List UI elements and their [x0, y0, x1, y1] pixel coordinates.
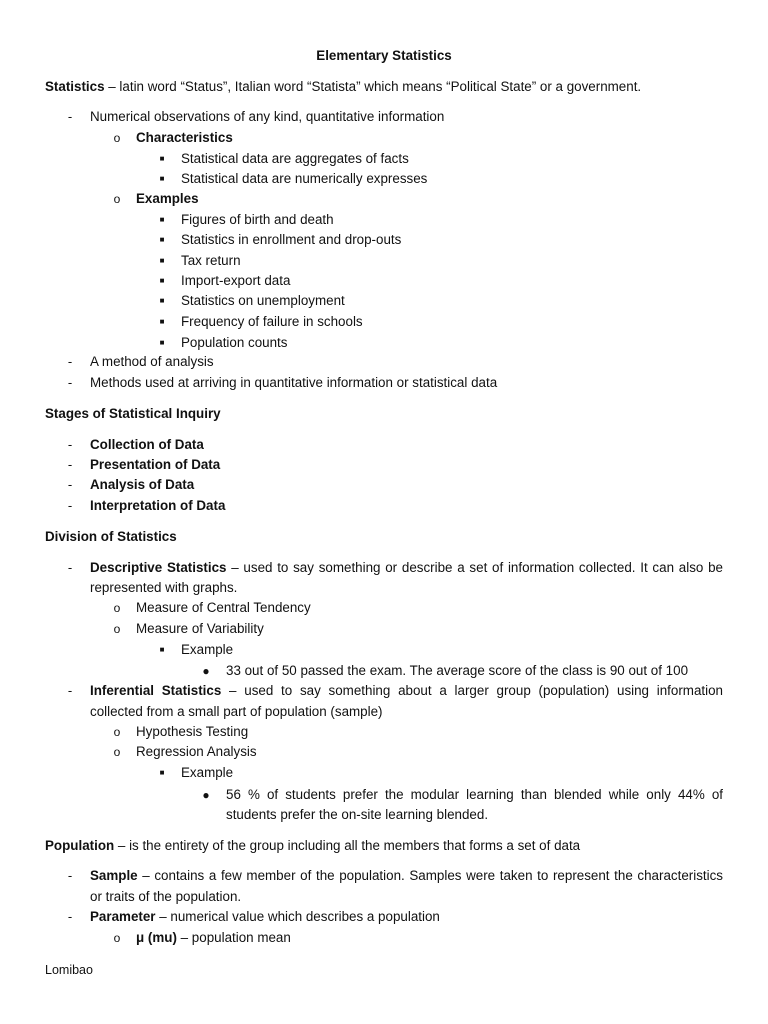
mu-text: – population mean — [176, 930, 291, 945]
circle-bullet: o — [113, 622, 121, 636]
square-bullet: ■ — [159, 296, 165, 305]
example-item: Tax return — [181, 253, 241, 268]
descriptive-text: – used to say something or describe a set of information collected. It can also be — [226, 560, 723, 575]
stages-heading: Stages of Statistical Inquiry — [45, 406, 221, 421]
dash-bullet: - — [67, 498, 73, 513]
stage-item: Interpretation of Data — [90, 498, 226, 513]
mu-term: μ (mu) — [136, 930, 177, 945]
dash-bullet: - — [67, 354, 73, 369]
population-term: Population — [45, 838, 115, 853]
circle-bullet: o — [113, 192, 121, 206]
descriptive-term: Descriptive Statistics — [90, 560, 227, 575]
inferential-text: – used to say something about a larger group (population) using information — [221, 683, 723, 698]
dash-bullet: - — [67, 109, 73, 124]
example-item: Import-export data — [181, 273, 291, 288]
square-bullet: ■ — [159, 338, 165, 347]
population-text: – is the entirety of the group including all the members that forms a set of data — [114, 838, 581, 853]
inferential-example-line-1: 56 % of students prefer the modular learning than blended while only 44% of — [226, 787, 723, 802]
dash-bullet: - — [67, 375, 73, 390]
dash-bullet: - — [67, 560, 73, 575]
square-bullet: ■ — [159, 645, 165, 654]
square-bullet: ■ — [159, 256, 165, 265]
square-bullet: ■ — [159, 174, 165, 183]
dash-bullet: - — [67, 909, 73, 924]
dash-bullet: - — [67, 437, 73, 452]
circle-bullet: o — [113, 931, 121, 945]
inferential-sub-item: Hypothesis Testing — [136, 724, 249, 739]
square-bullet: ■ — [159, 154, 165, 163]
sample-text: – contains a few member of the population. Samples were taken to represent the characteristics — [137, 868, 723, 883]
parameter-text: – numerical value which describes a population — [155, 909, 440, 924]
footer-text: Lomibao — [45, 963, 93, 977]
circle-bullet: o — [113, 745, 121, 759]
sample-line-1 — [90, 868, 723, 884]
intro-text: – latin word “Status”, Italian word “Statista” which means “Political State” or a government. — [104, 79, 642, 94]
descriptive-sub-item: Measure of Central Tendency — [136, 600, 311, 615]
example-item: Figures of birth and death — [181, 212, 334, 227]
meaning-item-2: A method of analysis — [90, 354, 214, 369]
square-bullet: ■ — [159, 276, 165, 285]
square-bullet: ■ — [159, 215, 165, 224]
square-bullet: ■ — [159, 317, 165, 326]
example-item: Frequency of failure in schools — [181, 314, 363, 329]
parameter-line — [90, 909, 440, 925]
inferential-term: Inferential Statistics — [90, 683, 222, 698]
parameter-term: Parameter — [90, 909, 156, 924]
intro-paragraph — [45, 79, 641, 95]
document-title: Elementary Statistics — [316, 48, 452, 63]
stage-item: Collection of Data — [90, 437, 204, 452]
circle-bullet: o — [113, 131, 121, 145]
descriptive-line-1 — [90, 560, 723, 576]
square-bullet: ■ — [159, 235, 165, 244]
intro-term: Statistics — [45, 79, 105, 94]
division-heading: Division of Statistics — [45, 529, 177, 544]
dot-bullet: ● — [202, 664, 210, 678]
descriptive-example-label: Example — [181, 642, 234, 657]
characteristic-item: Statistical data are numerically expresses — [181, 171, 428, 186]
dash-bullet: - — [67, 868, 73, 883]
characteristics-label: Characteristics — [136, 130, 233, 145]
inferential-line-2: collected from a small part of population (sample) — [90, 704, 383, 719]
example-item: Statistics in enrollment and drop-outs — [181, 232, 402, 247]
sample-term: Sample — [90, 868, 138, 883]
descriptive-line-2: represented with graphs. — [90, 580, 238, 595]
dash-bullet: - — [67, 457, 73, 472]
sample-line-2: or traits of the population. — [90, 889, 242, 904]
square-bullet: ■ — [159, 768, 165, 777]
descriptive-example: 33 out of 50 passed the exam. The average score of the class is 90 out of 100 — [226, 663, 689, 678]
meaning-item-1: Numerical observations of any kind, quantitative information — [90, 109, 445, 124]
meaning-item-3: Methods used at arriving in quantitative information or statistical data — [90, 375, 498, 390]
example-item: Population counts — [181, 335, 288, 350]
example-item: Statistics on unemployment — [181, 293, 345, 308]
circle-bullet: o — [113, 601, 121, 615]
inferential-example-label: Example — [181, 765, 234, 780]
dot-bullet: ● — [202, 788, 210, 802]
circle-bullet: o — [113, 725, 121, 739]
population-paragraph — [45, 838, 580, 854]
characteristic-item: Statistical data are aggregates of facts — [181, 151, 409, 166]
stage-item: Presentation of Data — [90, 457, 221, 472]
mu-line — [136, 930, 291, 946]
dash-bullet: - — [67, 477, 73, 492]
dash-bullet: - — [67, 683, 73, 698]
inferential-line-1 — [90, 683, 723, 699]
inferential-example-line-2: students prefer the on-site learning blended. — [226, 807, 489, 822]
stage-item: Analysis of Data — [90, 477, 195, 492]
examples-label: Examples — [136, 191, 199, 206]
descriptive-sub-item: Measure of Variability — [136, 621, 264, 636]
inferential-sub-item: Regression Analysis — [136, 744, 257, 759]
